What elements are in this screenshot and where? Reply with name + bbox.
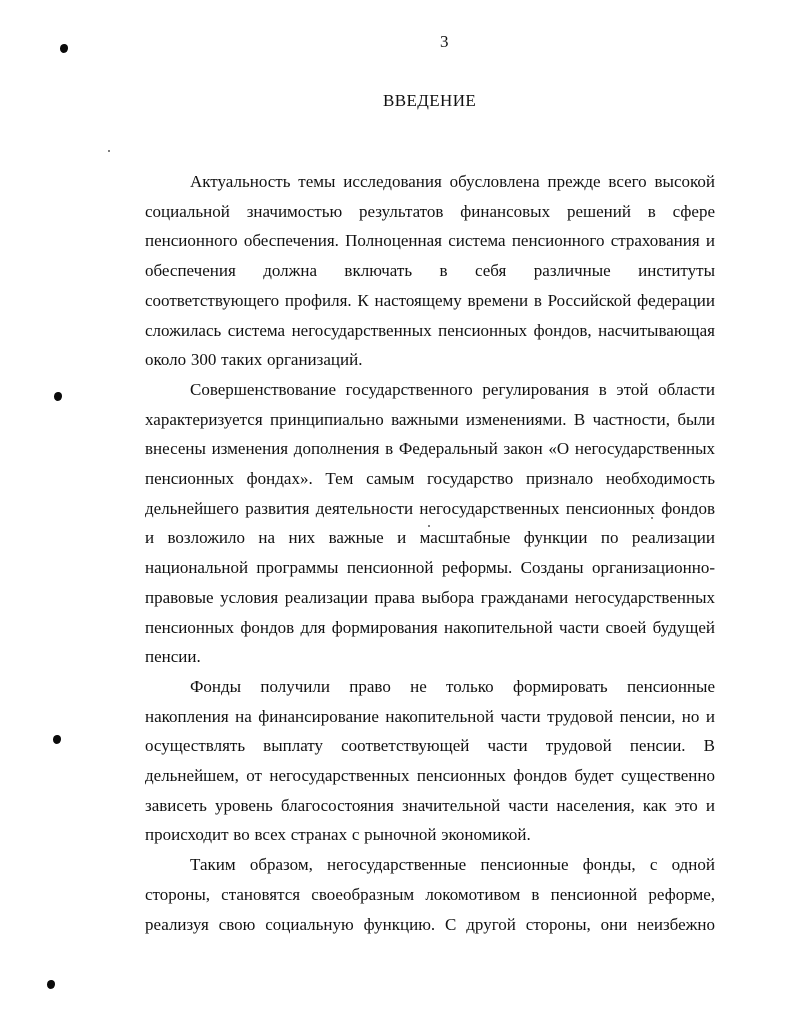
punch-hole-mark xyxy=(60,44,68,53)
paragraph: Совершенствование государственного регулирования в этой области характеризуется принципиально важными изменениями. В частности, были внесены изменения дополнения в Федеральный закон «О негосударственных пенсионных фондах». Тем самым государство признало необходимость дельнейшего развития деятельности негосударственных пенсионных фондов и возложило на них важные и масштабные функции по реализации национальной программы пенсионной реформы. Созданы организационно-правовые условия реализации права выбора гражданами негосударственных пенсионных фондов для формирования накопительной части своей будущей пенсии. xyxy=(145,379,715,667)
paragraph: Таким образом, негосударственные пенсионные фонды, с одной стороны, становятся своеобразным локомотивом в пенсионной реформе, реализуя свою социальную функцию. С другой стороны, они неизбежно xyxy=(145,855,715,934)
section-title: ВВЕДЕНИЕ xyxy=(383,91,477,110)
scan-speck xyxy=(108,150,110,152)
punch-hole-mark xyxy=(53,735,61,744)
page-number: 3 xyxy=(440,32,449,51)
paragraph: Актуальность темы исследования обусловлена прежде всего высокой социальной значимостью результатов финансовых решений в сфере пенсионного обеспечения. Полноценная система пенсионного страхования и обеспечения должна включать в себя различные институты соответствующего профиля. К настоящему времени в Российской федерации сложилась система негосударственных пенсионных фондов, насчитывающая около 300 таких организаций. xyxy=(145,172,715,370)
paragraph: Фонды получили право не только формировать пенсионные накопления на финансирование накопительной части трудовой пенсии, но и осуществлять выплату соответствующей части трудовой пенсии. В дельнейшем, от негосударственных пенсионных фондов будет существенно зависеть уровень благосостояния значительной части населения, как это и происходит во всех странах с рыночной экономикой. xyxy=(145,676,715,845)
punch-hole-mark xyxy=(54,392,62,401)
body-text xyxy=(145,167,715,939)
punch-hole-mark xyxy=(47,980,55,989)
